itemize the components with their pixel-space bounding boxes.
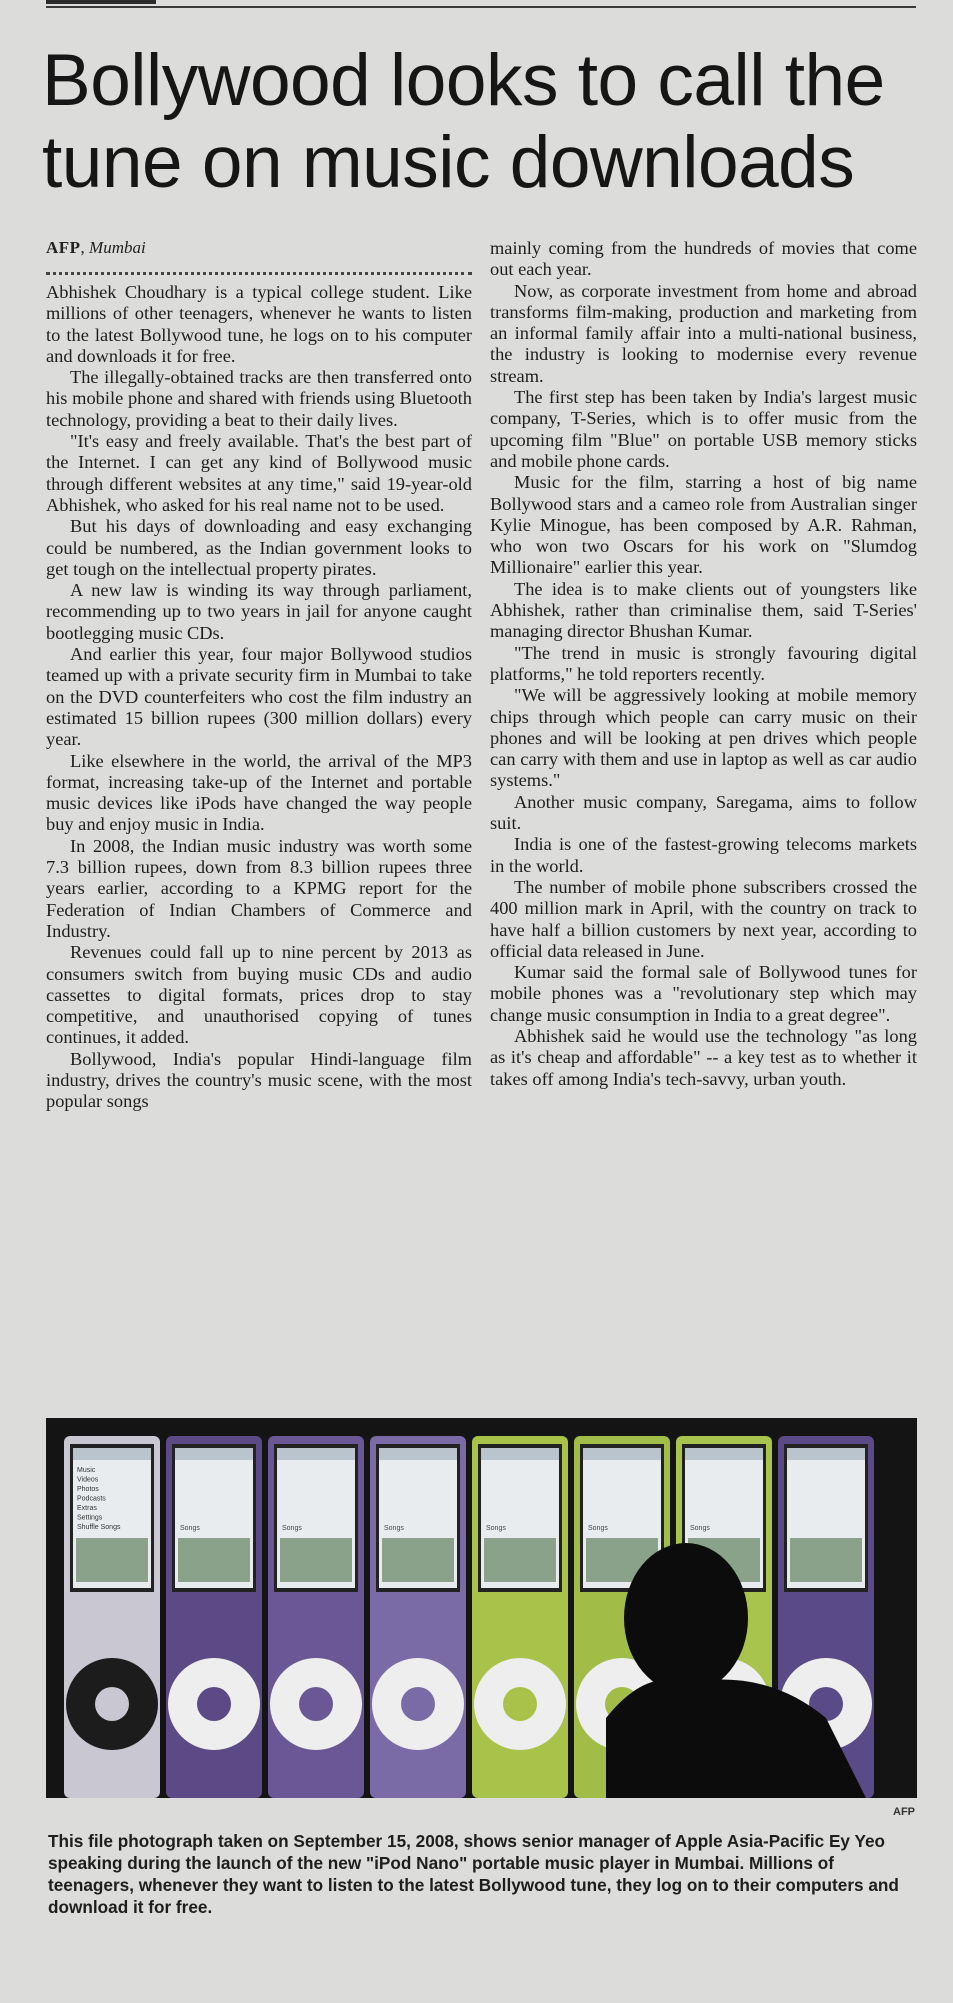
article-paragraph: Kumar said the formal sale of Bollywood tunes for mobile phones was a "revolutionary step which may change music consumption in India to a great degree". bbox=[490, 962, 917, 1025]
article-paragraph: "We will be aggressively looking at mobile memory chips through which people can carry music on their phones and will be looking at pen drives which people can carry with them and use in laptop as well as car audio systems." bbox=[490, 685, 917, 791]
speaker-head bbox=[624, 1543, 748, 1693]
ipod-center-button bbox=[503, 1687, 537, 1721]
article-paragraph: "It's easy and freely available. That's the best part of the Internet. I can get any kind of Bollywood music through different websites at any time," said 19-year-old Abhishek, who asked for his real name not to be used. bbox=[46, 431, 472, 515]
article-paragraph: Bollywood, India's popular Hindi-language film industry, drives the country's music scene, with the most popular songs bbox=[46, 1048, 472, 1112]
ipod-screen-label: Songs bbox=[588, 1525, 608, 1532]
ipod-screen-label: Songs bbox=[180, 1525, 200, 1532]
byline-divider bbox=[46, 272, 472, 275]
ipod-screen-titlebar bbox=[73, 1448, 151, 1460]
section-rule bbox=[46, 0, 916, 8]
article-paragraph: Revenues could fall up to nine percent by 2013 as consumers switch from buying music CDs and audio cassettes to digital formats, prices drop to stay competitive, and unauthorised copying of tunes continues, it added. bbox=[46, 942, 472, 1048]
ipod-center-button bbox=[95, 1687, 129, 1721]
ipod-album-art bbox=[280, 1538, 352, 1582]
article-column-right bbox=[490, 238, 917, 1090]
ipod-nano-photo bbox=[46, 1418, 917, 1798]
headline: Bollywood looks to call the tune on music downloads bbox=[42, 40, 885, 203]
article-paragraph: Music for the film, starring a host of big name Bollywood stars and a cameo role from Australian singer Kylie Minogue, has been composed by A.R. Rahman, who won two Oscars for his work on "Slumdog Millionaire" earlier this year. bbox=[490, 472, 917, 578]
ipod-album-art bbox=[178, 1538, 250, 1582]
article-paragraph: Another music company, Saregama, aims to follow suit. bbox=[490, 791, 917, 834]
article-paragraph: Now, as corporate investment from home and abroad transforms film-making, production and marketing from an informal family affair into a multi-national business, the industry is looking to modernise every revenue stream. bbox=[490, 280, 917, 386]
ipod-center-button bbox=[401, 1687, 435, 1721]
article-paragraph: India is one of the fastest-growing telecoms markets in the world. bbox=[490, 834, 917, 876]
ipod-screen-titlebar bbox=[685, 1448, 763, 1460]
ipod-menu-item: Photos bbox=[77, 1486, 99, 1493]
ipod-screen-titlebar bbox=[787, 1448, 865, 1460]
photo-caption: This file photograph taken on September 15, 2008, shows senior manager of Apple Asia-Pacific Ey Yeo speaking during the launch of the new "iPod Nano" portable music player in Mumbai. Millions of teenagers, whenever they want to listen to the latest Bollywood tune, they log on to their computers and download it for free. bbox=[48, 1831, 899, 1917]
article-paragraph: mainly coming from the hundreds of movies that come out each year. bbox=[490, 238, 917, 280]
ipod-menu-item: Music bbox=[77, 1467, 96, 1474]
ipod-menu-item: Settings bbox=[77, 1514, 103, 1522]
article-paragraph: Abhishek said he would use the technology "as long as it's cheap and affordable" -- a key test as to whether it takes off among India's tech-savvy, urban youth. bbox=[490, 1025, 917, 1089]
article-paragraph: The first step has been taken by India's largest music company, T-Series, which is to offer music from the upcoming film "Blue" on portable USB memory sticks and mobile phone cards. bbox=[490, 387, 917, 471]
article-column-left bbox=[46, 282, 472, 1113]
ipod-menu-item: Podcasts bbox=[77, 1495, 106, 1503]
ipod-menu-item: Videos bbox=[77, 1476, 99, 1484]
article-paragraph: A new law is winding its way through parliament, recommending up to two years in jail for anyone caught bootlegging music CDs. bbox=[46, 580, 472, 643]
ipod-menu-item: Extras bbox=[77, 1505, 97, 1512]
ipod-screen-label: Songs bbox=[384, 1525, 404, 1532]
ipod-menu-item: Shuffle Songs bbox=[77, 1524, 121, 1531]
ipod-screen-label: Songs bbox=[690, 1525, 710, 1532]
ipod-center-button bbox=[299, 1687, 333, 1721]
article-paragraph: But his days of downloading and easy exchanging could be numbered, as the Indian government looks to get tough on the intellectual property pirates. bbox=[46, 516, 472, 579]
ipod-album-art bbox=[484, 1538, 556, 1582]
ipod-album-art bbox=[382, 1538, 454, 1582]
article-photo bbox=[46, 1418, 917, 1798]
article-paragraph: Like elsewhere in the world, the arrival of the MP3 format, increasing take-up of the Internet and portable music devices like iPods have changed the way people buy and enjoy music in India. bbox=[46, 750, 472, 835]
article-paragraph: The illegally-obtained tracks are then transferred onto his mobile phone and shared with friends using Bluetooth technology, providing a beat to their daily lives. bbox=[46, 367, 472, 430]
article-paragraph: Abhishek Choudhary is a typical college student. Like millions of other teenagers, whenever he wants to listen to the latest Bollywood tune, he logs on to his computer and downloads it for free. bbox=[46, 282, 472, 366]
ipod-album-art bbox=[790, 1538, 862, 1582]
section-tab bbox=[46, 0, 156, 4]
article-paragraph: In 2008, the Indian music industry was worth some 7.3 billion rupees, down from 8.3 billion rupees three years earlier, according to a KPMG report for the Federation of Indian Chambers of Commerce and Industry. bbox=[46, 835, 472, 941]
article-paragraph: And earlier this year, four major Bollywood studios teamed up with a private security firm in Mumbai to take on the DVD counterfeiters who cost the film industry an estimated 15 billion rupees (300 million dollars) every year. bbox=[46, 644, 472, 750]
byline-agency: AFP bbox=[46, 238, 81, 257]
article-paragraph: "The trend in music is strongly favouring digital platforms," he told reporters recently. bbox=[490, 642, 917, 684]
ipod-screen-titlebar bbox=[481, 1448, 559, 1460]
ipod-screen-titlebar bbox=[583, 1448, 661, 1460]
ipod-screen-label: Songs bbox=[282, 1525, 302, 1532]
ipod-screen-titlebar bbox=[175, 1448, 253, 1460]
photo-credit: AFP bbox=[893, 1806, 915, 1818]
article-paragraph: The number of mobile phone subscribers crossed the 400 million mark in April, with the country on track to have half a billion customers by next year, according to official data released in June. bbox=[490, 876, 917, 961]
ipod-screen-titlebar bbox=[379, 1448, 457, 1460]
byline: AFP, Mumbai bbox=[46, 238, 146, 257]
ipod-screen-label: Songs bbox=[486, 1525, 506, 1532]
article-paragraph: The idea is to make clients out of youngsters like Abhishek, rather than criminalise them, said T-Series' managing director Bhushan Kumar. bbox=[490, 578, 917, 642]
byline-place: Mumbai bbox=[89, 238, 146, 257]
ipod-album-art bbox=[76, 1538, 148, 1582]
ipod-screen-titlebar bbox=[277, 1448, 355, 1460]
ipod-center-button bbox=[197, 1687, 231, 1721]
